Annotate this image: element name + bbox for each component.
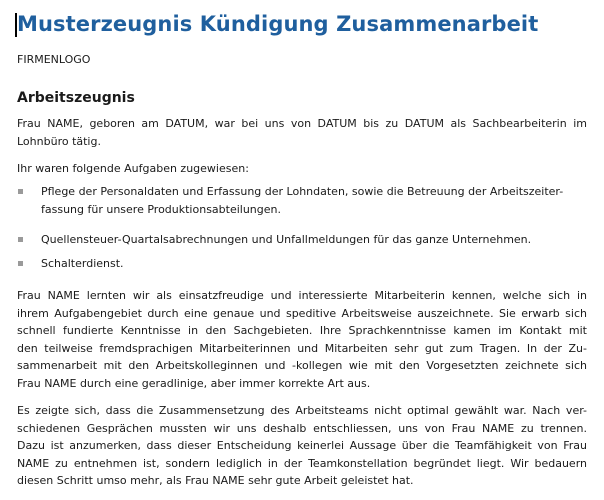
list-item-text <box>41 255 587 273</box>
task-list <box>17 183 587 273</box>
document-title[interactable]: Musterzeugnis Kündigung Zusammenarbeit <box>17 12 539 36</box>
bullet-square-icon <box>18 261 23 266</box>
text-line: Dazu ist anzumerken, dass dieser Entscheidung keinerlei Aussage über die Teamfähigkeit von Frau <box>17 439 587 453</box>
text-line: sammenarbeit mit den Arbeitskolleginnen und -kollegen wie mit den Vorgesetzten zeichnete sich <box>17 359 587 373</box>
list-item[interactable] <box>17 183 587 231</box>
text-line: schiedenen Gesprächen mussten wir uns deshalb entschliessen, uns von Frau NAME zu trennen. <box>17 421 587 435</box>
section-heading[interactable]: Arbeitszeugnis <box>17 90 135 106</box>
text-line: schnell fundierte Kenntnisse in den Sachgebieten. Ihre Sprachkenntnisse kamen im Kontakt mit <box>17 324 587 338</box>
text-line: Schalterdienst. <box>41 257 124 270</box>
text-line: fassung für unsere Produktionsabteilungen. <box>41 202 282 216</box>
closing-paragraph[interactable] <box>17 402 587 490</box>
list-item-text <box>41 231 587 249</box>
text-line: diesen Schritt umso mehr, als Frau NAME sehr gute Arbeit geleistet hat. <box>17 474 414 488</box>
bullet-square-icon <box>18 237 23 242</box>
list-item[interactable] <box>17 255 587 273</box>
text-line: den teilweise fremdsprachigen Mitarbeiterinnen und Mitarbeiten sehr gut zum Tragen. In der Zu- <box>17 341 587 355</box>
intro-paragraph[interactable] <box>17 115 587 150</box>
text-line: Es zeigte sich, dass die Zusammensetzung des Arbeitsteams nicht optimal gewählt war. Nach ver- <box>17 404 587 417</box>
text-line: ihrem Aufgabengebiet durch eine genaue und speditive Arbeitsweise auszeichnete. Sie erwarb sich <box>17 306 587 320</box>
bullet-square-icon <box>18 189 23 194</box>
text-line: Pflege der Personaldaten und Erfassung der Lohndaten, sowie die Betreuung der Arbeitszeiter- <box>41 185 564 198</box>
logo-placeholder[interactable]: FIRMENLOGO <box>17 53 91 66</box>
text-line: NAME zu entnehmen ist, sondern lediglich in der Teamkonstellation begründet liegt. Wir bedauern <box>17 456 587 470</box>
text-line: Frau NAME lernten wir als einsatzfreudige und interessierte Mitarbeiterin kennen, welche sich in <box>17 289 587 302</box>
list-item-text <box>41 183 587 218</box>
text-line: Quellensteuer-Quartalsabrechnungen und Unfallmeldungen für das ganze Unternehmen. <box>41 233 532 246</box>
tasks-intro[interactable]: Ihr waren folgende Aufgaben zugewiesen: <box>17 162 249 175</box>
text-line: Frau NAME, geboren am DATUM, war bei uns von DATUM bis zu DATUM als Sachbearbeiterin im <box>17 117 587 130</box>
list-item[interactable] <box>17 231 587 255</box>
assessment-paragraph[interactable] <box>17 287 587 393</box>
text-line: Lohnbüro tätig. <box>17 134 101 148</box>
text-line: Frau NAME durch eine geradlinige, aber immer korrekte Art aus. <box>17 376 371 390</box>
